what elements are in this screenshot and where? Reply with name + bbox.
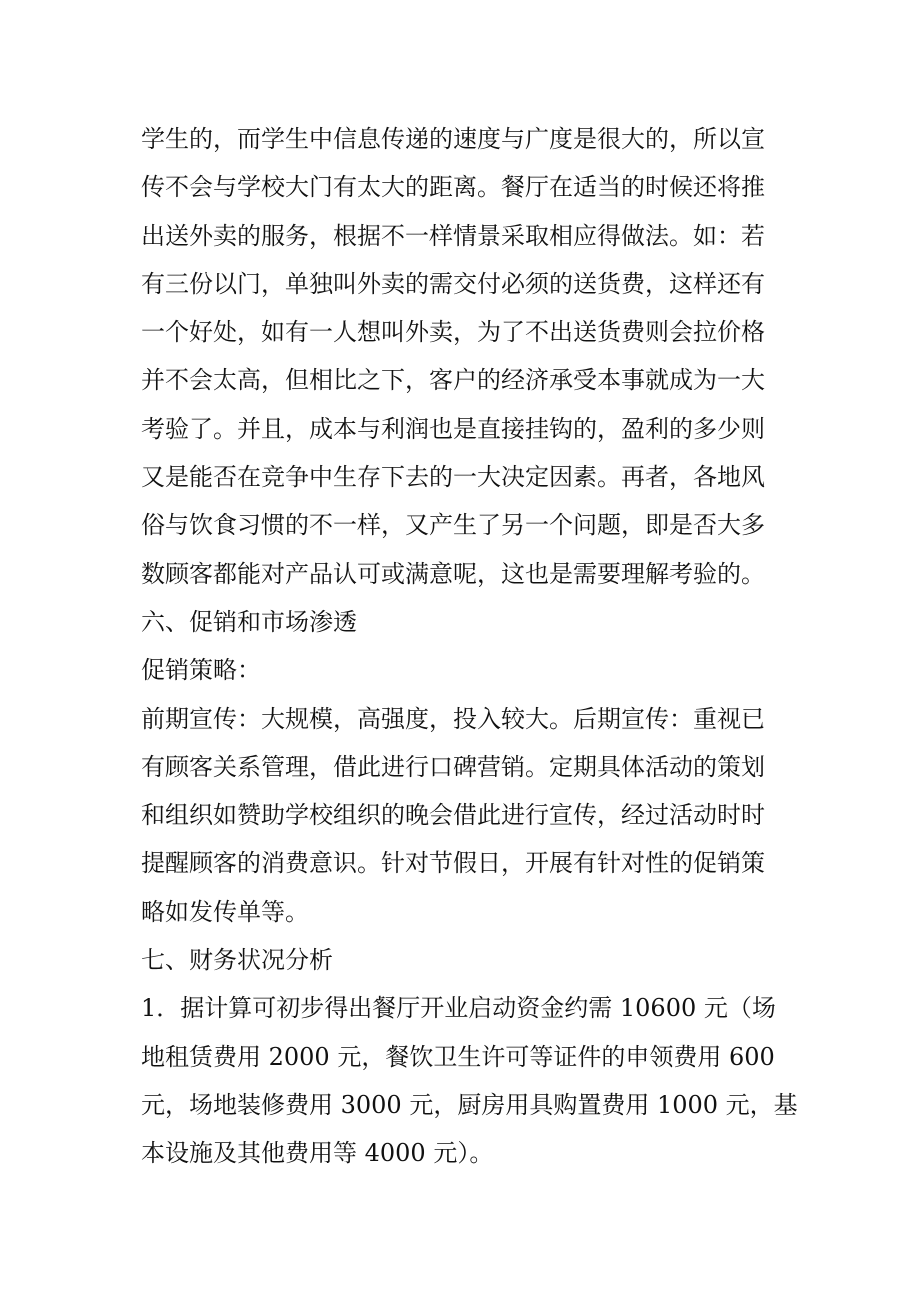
paragraph-line: 有三份以门，单独叫外卖的需交付必须的送货费，这样还有 — [141, 269, 765, 298]
list-item-line: 1．据计算可初步得出餐厅开业启动资金约需 10600 元（场 — [141, 994, 776, 1023]
paragraph-line: 一个好处，如有一人想叫外卖，为了不出送货费则会拉价格 — [141, 318, 765, 347]
paragraph-line: 和组织如赞助学校组织的晚会借此进行宣传，经过活动时时 — [141, 801, 765, 830]
paragraph-line: 学生的，而学生中信息传递的速度与广度是很大的，所以宣 — [141, 125, 765, 153]
section-heading-financial-analysis: 七、财务状况分析 — [141, 946, 333, 975]
paragraph-line: 又是能否在竞争中生存下去的一大决定因素。再者，各地风 — [141, 463, 765, 492]
list-item-line: 本设施及其他费用等 4000 元）。 — [141, 1139, 494, 1168]
paragraph-line: 前期宣传：大规模，高强度，投入较大。后期宣传：重视已 — [141, 704, 765, 733]
paragraph-line: 出送外卖的服务，根据不一样情景采取相应得做法。如：若 — [141, 221, 765, 250]
document-body — [141, 115, 801, 1178]
list-item-line: 元，场地装修费用 3000 元，厨房用具购置费用 1000 元，基 — [141, 1090, 798, 1119]
paragraph-line: 俗与饮食习惯的不一样，又产生了另一个问题，即是否大多 — [141, 511, 765, 540]
paragraph-line: 传不会与学校大门有太大的距离。餐厅在适当的时候还将推 — [141, 173, 765, 202]
paragraph-line: 略如发传单等。 — [141, 897, 309, 926]
list-item-line: 地租赁费用 2000 元，餐饮卫生许可等证件的申领费用 600 — [141, 1042, 775, 1071]
paragraph-line: 提醒顾客的消费意识。针对节假日，开展有针对性的促销策 — [141, 849, 765, 878]
paragraph-line: 考验了。并且，成本与利润也是直接挂钩的，盈利的多少则 — [141, 414, 765, 443]
paragraph-line: 数顾客都能对产品认可或满意呢，这也是需要理解考验的。 — [141, 559, 765, 588]
paragraph-line: 并不会太高，但相比之下，客户的经济承受本事就成为一大 — [141, 366, 765, 395]
subheading-promotion-strategy: 促销策略： — [141, 656, 261, 685]
paragraph-line: 有顾客关系管理，借此进行口碑营销。定期具体活动的策划 — [141, 752, 765, 781]
section-heading-promotion: 六、促销和市场渗透 — [141, 607, 357, 636]
